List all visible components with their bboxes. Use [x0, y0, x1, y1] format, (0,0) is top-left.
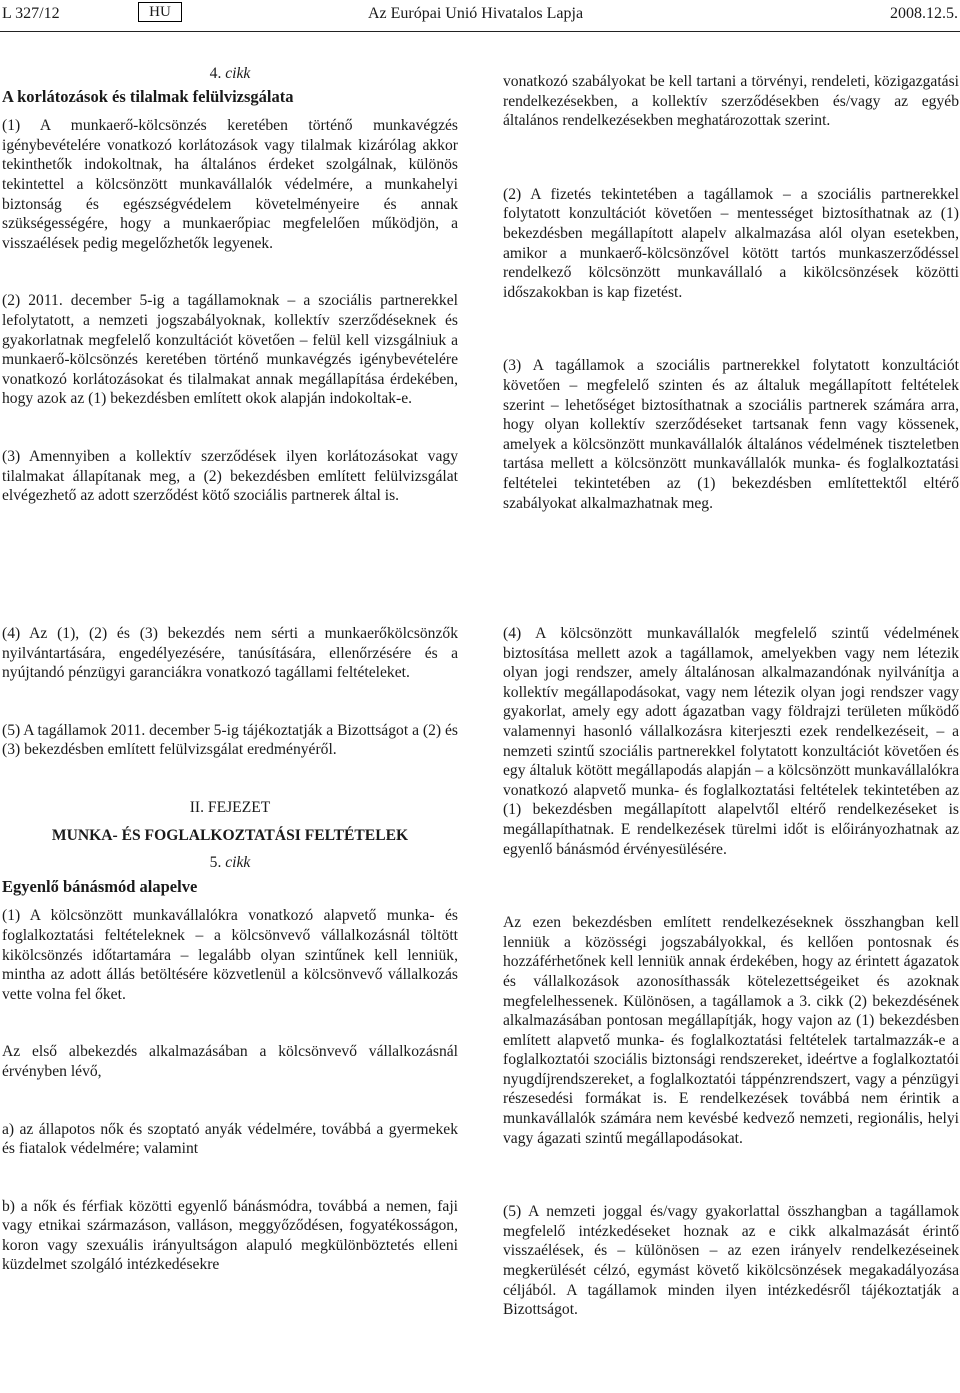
publication-date: 2008.12.5.: [890, 5, 958, 22]
article-5-subparagraph: Az első albekezdés alkalmazásában a kölcsönvevő vállalkozásnál érvényben lévő,: [2, 1043, 458, 1080]
language-badge: HU: [138, 2, 182, 22]
page-reference: L 327/12: [2, 5, 60, 22]
chapter-title: MUNKA- ÉS FOGLALKOZTATÁSI FELTÉTELEK: [51, 826, 409, 844]
chapter-label: II. FEJEZET: [189, 798, 271, 816]
right-column-bottom: [503, 624, 959, 1320]
article-5-number: 5. cikk: [209, 854, 251, 872]
article-4-paragraph-3: (3) Amennyiben a kollektív szerződések ilyen korlátozásokat vagy tilalmakat állapítanak meg, a (2) bekezdésben említett felülvizsgálat elvégezhető az adott szerződést kötő szociális partnerek által is.: [2, 447, 458, 505]
article-4-paragraph-4: (4) Az (1), (2) és (3) bekezdés nem sérti a munkaerőkölcsönzők nyilvántartására, engedélyezésére, tanúsítására, ellenőrzésére és a nyújtandó pénzügyi garanciákra vonatkozó tagállami feltételeket.: [2, 625, 458, 682]
article-5-point-a: a) az állapotos nők és szoptató anyák védelmére, továbbá a gyermekek és fiatalok védelmére; valamint: [2, 1120, 458, 1158]
page-header: [0, 0, 960, 32]
journal-title: Az Európai Unió Hivatalos Lapja: [368, 5, 584, 22]
article-5-continuation: vonatkozó szabályokat be kell tartani a törvényi, rendeleti, közigazgatási rendelkezésekben, a kollektív szerződésekben és/vagy az egyéb általános rendelkezésekben meghatározottak szerint.: [503, 73, 959, 130]
header-rule: [0, 31, 960, 32]
article-4-paragraph-2: (2) 2011. december 5-ig a tagállamoknak – a szociális partnerekkel lefolytatott, a nemzeti jogszabályoknak, kollektív szerződéseknek és gyakorlatnak megfelelő konzultációt követően – felül kell vizsgálniuk a munkaerő-kölcsönzés keretében történő munkavégzés igénybevételére vonatkozó korlátozásokat és tilalmakat annak megállapítása érdekében, hogy azok az (1) bekezdésben említett okok alapján indokoltak-e.: [2, 292, 458, 408]
article-5-paragraph-3: (3) A tagállamok a szociális partnerekkel folytatott konzultációt követően – megfelelő szinten és az általuk megállapított feltételek szerint – lehetőséget biztosíthatnak a szociális partnerek számára arra, hogy olyan kollektív szerződéseket tartsanak fenn vagy kössenek, amelyek a kölcsönzött munkavállalók általános védelmének tiszteletben tartása mellett a kölcsönzött munkavállalók munka- és foglalkoztatási feltételei tekintetében az (1) bekezdésben említettektől eltérő szabályokat alkalmazhatnak meg.: [503, 357, 959, 512]
article-5-point-b: b) a nők és férfiak közötti egyenlő bánásmódra, továbbá a nemen, faji vagy etnikai származáson, valláson, meggyőződésen, fogyatékosságon, koron vagy szexuális irányultságon alapuló megkülönböztetés elleni küzdelmet szolgáló intézkedésekre: [2, 1197, 458, 1274]
article-4-number: 4. cikk: [209, 65, 251, 82]
article-4-paragraph-1: (1) A munkaerő-kölcsönzés keretében történő munkavégzés igénybevételére vonatkozó korlátozások vagy tilalmak kizárólag akkor tekinthetők indokoltnak, ha általános érdeket szolgálnak, különös tekintettel a kölcsönzött munkavállalók védelmére, a munkahelyi biztonság és egészségvédelem követelményeire és annak szükségességére, hogy a munkaerőpiac megfelelően működjön, a visszaélések pedig megelőzhetők legyenek.: [2, 117, 458, 252]
article-4-paragraph-5: (5) A tagállamok 2011. december 5-ig tájékoztatják a Bizottságot a (2) és (3) bekezdésben említett felülvizsgálat eredményéről.: [2, 721, 458, 759]
left-column-bottom: [2, 624, 458, 1275]
article-5-title: Egyenlő bánásmód alapelve: [2, 876, 198, 896]
left-column-top: [2, 64, 458, 506]
article-4-title: A korlátozások és tilalmak felülvizsgálata: [2, 86, 294, 106]
right-column-top: [503, 72, 959, 513]
article-5-paragraph-1: (1) A kölcsönzött munkavállalókra vonatkozó alapvető munka- és foglalkoztatási feltételeknek – a kölcsönvevő vállalkozásnál töltött kikölcsönzés időtartamára – legalább olyan szintűnek kell lenniük, mintha az adott állás betöltésére közvetlenül a kölcsönvevő vállalkozás vette volna fel őket.: [2, 907, 458, 1003]
article-5-paragraph-4: (4) A kölcsönzött munkavállalók megfelelő szintű védelmének biztosítása mellett azok a tagállamok, amelyekben vagy nem létezik olyan jogi rendszer, amely általánosan alkalmazandónak nyilvánítja a kollektív megállapodásokat, vagy nem létezik olyan jogi rendszer vagy gyakorlat, amely egy adott ágazatban vagy földrajzi területen működő valamennyi hasonló vállalkozásra kiterjeszti ezek rendelkezéseit, – a nemzeti szintű szociális partnerekkel folytatott konzultációt követően és egy általuk kötött megállapodás alapján – a kölcsönzött munkavállalókra vonatkozó alapvető munka- és foglalkoztatási feltételek tekintetében az (1) bekezdésben megállapított alapelvtől eltérő rendelkezéseket is megállapíthatnak. E rendelkezések türelmi időt is előirányozhatnak az egyenlő bánásmód érvényesülésére.: [503, 625, 959, 858]
article-5-paragraph-2: (2) A fizetés tekintetében a tagállamok – a szociális partnerekkel folytatott konzultációt követően – mentességet biztosíthatnak az (1) bekezdésben megállapított alapelv alkalmazása alól olyan esetekben, amikor a munkaerő-kölcsönzővel kötött tartós munkaszerződéssel rendelkező kölcsönzött munkavállaló a kikölcsönzések közötti időszakokban is kap fizetést.: [503, 185, 959, 301]
article-5-paragraph-5: (5) A nemzeti joggal és/vagy gyakorlattal összhangban a tagállamok megfelelő intézkedéseket hoznak az e cikk alkalmazását érintő visszaélések, és – különösen – az ezen irányelv rendelkezéseinek megkerülését célzó, egymást követő kikölcsönzések megakadályozása céljából. A tagállamok minden ilyen intézkedésről tájékoztatják a Bizottságot.: [503, 1203, 959, 1319]
article-5-paragraph-4-continued: Az ezen bekezdésben említett rendelkezéseknek összhangban kell lenniük a közösségi jogszabályokkal, és kellően pontosnak és hozzáférhetőnek kell lenniük annak érdekében, hogy az érintett ágazatok és vállalkozások azonosíthassák kötelezettségeiket és azoknak megfelelhessenek. Különösen, a tagállamok a 3. cikk (2) bekezdésének alkalmazásában pontosan megállapítják, hogy vajon az (1) bekezdésben említett alapvető munka- és foglalkoztatási feltételek tartalmazzák-e a foglalkoztatói szociális biztonsági rendszereket, ideértve a foglalkoztatói nyugdíjrendszereket, a foglalkoztatói táppénzrendszert, vagy a pénzügyi részesedési formákat is. E rendelkezések továbbá nem érintik a munkavállalók számára nem kevésbé kedvező nemzeti, regionális, helyi vagy ágazati szintű megállapodásokat.: [503, 914, 959, 1147]
